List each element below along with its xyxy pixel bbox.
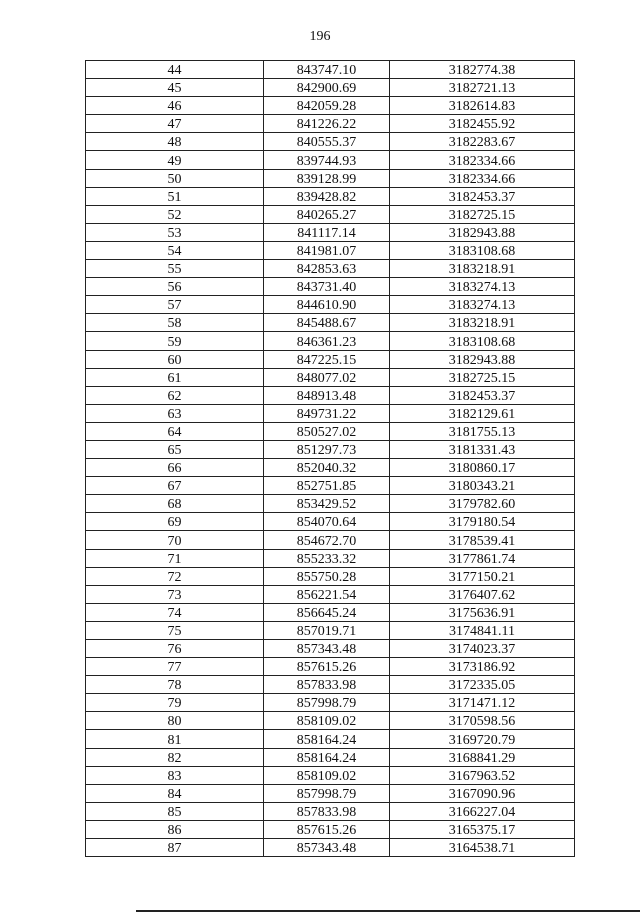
y-coordinate-cell: 3182453.37 xyxy=(390,187,575,205)
table-row xyxy=(86,169,575,187)
x-coordinate-cell: 858164.24 xyxy=(264,730,390,748)
point-number-cell: 80 xyxy=(86,712,264,730)
y-coordinate-cell: 3179782.60 xyxy=(390,495,575,513)
x-coordinate-cell: 856645.24 xyxy=(264,603,390,621)
x-coordinate-cell: 839128.99 xyxy=(264,169,390,187)
table-row xyxy=(86,531,575,549)
table-row xyxy=(86,839,575,857)
table-row xyxy=(86,603,575,621)
y-coordinate-cell: 3183108.68 xyxy=(390,241,575,259)
point-number-cell: 69 xyxy=(86,513,264,531)
table-row xyxy=(86,404,575,422)
table-row xyxy=(86,712,575,730)
y-coordinate-cell: 3182453.37 xyxy=(390,386,575,404)
y-coordinate-cell: 3182721.13 xyxy=(390,79,575,97)
table-row xyxy=(86,296,575,314)
y-coordinate-cell: 3167963.52 xyxy=(390,766,575,784)
point-number-cell: 50 xyxy=(86,169,264,187)
y-coordinate-cell: 3183218.91 xyxy=(390,314,575,332)
y-coordinate-cell: 3183218.91 xyxy=(390,260,575,278)
table-row xyxy=(86,332,575,350)
x-coordinate-cell: 843747.10 xyxy=(264,61,390,79)
y-coordinate-cell: 3181331.43 xyxy=(390,440,575,458)
x-coordinate-cell: 855750.28 xyxy=(264,567,390,585)
coordinates-table xyxy=(85,60,575,857)
table-row xyxy=(86,314,575,332)
table-row xyxy=(86,694,575,712)
y-coordinate-cell: 3181755.13 xyxy=(390,422,575,440)
x-coordinate-cell: 849731.22 xyxy=(264,404,390,422)
coordinates-table-body xyxy=(86,61,575,857)
point-number-cell: 72 xyxy=(86,567,264,585)
table-row xyxy=(86,676,575,694)
x-coordinate-cell: 840265.27 xyxy=(264,205,390,223)
x-coordinate-cell: 847225.15 xyxy=(264,350,390,368)
y-coordinate-cell: 3174023.37 xyxy=(390,640,575,658)
table-row xyxy=(86,151,575,169)
y-coordinate-cell: 3180860.17 xyxy=(390,459,575,477)
y-coordinate-cell: 3169720.79 xyxy=(390,730,575,748)
table-row xyxy=(86,477,575,495)
point-number-cell: 58 xyxy=(86,314,264,332)
point-number-cell: 45 xyxy=(86,79,264,97)
point-number-cell: 65 xyxy=(86,440,264,458)
x-coordinate-cell: 851297.73 xyxy=(264,440,390,458)
x-coordinate-cell: 848913.48 xyxy=(264,386,390,404)
point-number-cell: 76 xyxy=(86,640,264,658)
table-row xyxy=(86,621,575,639)
table-row xyxy=(86,748,575,766)
x-coordinate-cell: 842853.63 xyxy=(264,260,390,278)
y-coordinate-cell: 3178539.41 xyxy=(390,531,575,549)
y-coordinate-cell: 3171471.12 xyxy=(390,694,575,712)
y-coordinate-cell: 3165375.17 xyxy=(390,820,575,838)
x-coordinate-cell: 852751.85 xyxy=(264,477,390,495)
x-coordinate-cell: 858164.24 xyxy=(264,748,390,766)
point-number-cell: 77 xyxy=(86,658,264,676)
point-number-cell: 66 xyxy=(86,459,264,477)
x-coordinate-cell: 858109.02 xyxy=(264,712,390,730)
point-number-cell: 49 xyxy=(86,151,264,169)
y-coordinate-cell: 3182129.61 xyxy=(390,404,575,422)
table-row xyxy=(86,802,575,820)
y-coordinate-cell: 3179180.54 xyxy=(390,513,575,531)
point-number-cell: 84 xyxy=(86,784,264,802)
x-coordinate-cell: 842900.69 xyxy=(264,79,390,97)
x-coordinate-cell: 857998.79 xyxy=(264,784,390,802)
y-coordinate-cell: 3183274.13 xyxy=(390,278,575,296)
point-number-cell: 67 xyxy=(86,477,264,495)
y-coordinate-cell: 3182943.88 xyxy=(390,350,575,368)
point-number-cell: 55 xyxy=(86,260,264,278)
x-coordinate-cell: 841117.14 xyxy=(264,223,390,241)
y-coordinate-cell: 3172335.05 xyxy=(390,676,575,694)
table-row xyxy=(86,350,575,368)
table-row xyxy=(86,820,575,838)
point-number-cell: 54 xyxy=(86,241,264,259)
y-coordinate-cell: 3182725.15 xyxy=(390,205,575,223)
table-row xyxy=(86,459,575,477)
point-number-cell: 47 xyxy=(86,115,264,133)
x-coordinate-cell: 857019.71 xyxy=(264,621,390,639)
x-coordinate-cell: 856221.54 xyxy=(264,585,390,603)
point-number-cell: 71 xyxy=(86,549,264,567)
x-coordinate-cell: 841226.22 xyxy=(264,115,390,133)
table-row xyxy=(86,513,575,531)
y-coordinate-cell: 3175636.91 xyxy=(390,603,575,621)
x-coordinate-cell: 855233.32 xyxy=(264,549,390,567)
table-row xyxy=(86,241,575,259)
table-row xyxy=(86,422,575,440)
table-row xyxy=(86,205,575,223)
table-row xyxy=(86,567,575,585)
point-number-cell: 85 xyxy=(86,802,264,820)
x-coordinate-cell: 857833.98 xyxy=(264,676,390,694)
point-number-cell: 86 xyxy=(86,820,264,838)
x-coordinate-cell: 857615.26 xyxy=(264,820,390,838)
y-coordinate-cell: 3164538.71 xyxy=(390,839,575,857)
table-row xyxy=(86,368,575,386)
y-coordinate-cell: 3182614.83 xyxy=(390,97,575,115)
x-coordinate-cell: 854070.64 xyxy=(264,513,390,531)
table-row xyxy=(86,766,575,784)
y-coordinate-cell: 3183108.68 xyxy=(390,332,575,350)
table-row xyxy=(86,549,575,567)
point-number-cell: 87 xyxy=(86,839,264,857)
y-coordinate-cell: 3182774.38 xyxy=(390,61,575,79)
table-row xyxy=(86,730,575,748)
x-coordinate-cell: 844610.90 xyxy=(264,296,390,314)
point-number-cell: 74 xyxy=(86,603,264,621)
point-number-cell: 59 xyxy=(86,332,264,350)
y-coordinate-cell: 3173186.92 xyxy=(390,658,575,676)
point-number-cell: 75 xyxy=(86,621,264,639)
x-coordinate-cell: 841981.07 xyxy=(264,241,390,259)
y-coordinate-cell: 3182725.15 xyxy=(390,368,575,386)
x-coordinate-cell: 839428.82 xyxy=(264,187,390,205)
x-coordinate-cell: 848077.02 xyxy=(264,368,390,386)
bottom-rule xyxy=(136,910,640,912)
table-row xyxy=(86,260,575,278)
y-coordinate-cell: 3182283.67 xyxy=(390,133,575,151)
x-coordinate-cell: 845488.67 xyxy=(264,314,390,332)
x-coordinate-cell: 857998.79 xyxy=(264,694,390,712)
point-number-cell: 53 xyxy=(86,223,264,241)
table-row xyxy=(86,79,575,97)
point-number-cell: 62 xyxy=(86,386,264,404)
point-number-cell: 78 xyxy=(86,676,264,694)
point-number-cell: 60 xyxy=(86,350,264,368)
point-number-cell: 79 xyxy=(86,694,264,712)
point-number-cell: 70 xyxy=(86,531,264,549)
point-number-cell: 81 xyxy=(86,730,264,748)
x-coordinate-cell: 857833.98 xyxy=(264,802,390,820)
x-coordinate-cell: 843731.40 xyxy=(264,278,390,296)
y-coordinate-cell: 3180343.21 xyxy=(390,477,575,495)
x-coordinate-cell: 857343.48 xyxy=(264,640,390,658)
table-row xyxy=(86,187,575,205)
y-coordinate-cell: 3177150.21 xyxy=(390,567,575,585)
point-number-cell: 63 xyxy=(86,404,264,422)
table-row xyxy=(86,223,575,241)
x-coordinate-cell: 852040.32 xyxy=(264,459,390,477)
table-row xyxy=(86,658,575,676)
table-row xyxy=(86,640,575,658)
x-coordinate-cell: 853429.52 xyxy=(264,495,390,513)
x-coordinate-cell: 840555.37 xyxy=(264,133,390,151)
point-number-cell: 73 xyxy=(86,585,264,603)
y-coordinate-cell: 3168841.29 xyxy=(390,748,575,766)
x-coordinate-cell: 857343.48 xyxy=(264,839,390,857)
y-coordinate-cell: 3174841.11 xyxy=(390,621,575,639)
y-coordinate-cell: 3182943.88 xyxy=(390,223,575,241)
point-number-cell: 44 xyxy=(86,61,264,79)
y-coordinate-cell: 3182334.66 xyxy=(390,151,575,169)
x-coordinate-cell: 857615.26 xyxy=(264,658,390,676)
table-row xyxy=(86,133,575,151)
table-row xyxy=(86,61,575,79)
table-row xyxy=(86,115,575,133)
y-coordinate-cell: 3167090.96 xyxy=(390,784,575,802)
point-number-cell: 57 xyxy=(86,296,264,314)
y-coordinate-cell: 3176407.62 xyxy=(390,585,575,603)
table-row xyxy=(86,97,575,115)
point-number-cell: 51 xyxy=(86,187,264,205)
x-coordinate-cell: 842059.28 xyxy=(264,97,390,115)
point-number-cell: 64 xyxy=(86,422,264,440)
point-number-cell: 61 xyxy=(86,368,264,386)
x-coordinate-cell: 858109.02 xyxy=(264,766,390,784)
table-row xyxy=(86,784,575,802)
y-coordinate-cell: 3170598.56 xyxy=(390,712,575,730)
y-coordinate-cell: 3166227.04 xyxy=(390,802,575,820)
point-number-cell: 46 xyxy=(86,97,264,115)
table-row xyxy=(86,278,575,296)
y-coordinate-cell: 3182334.66 xyxy=(390,169,575,187)
table-row xyxy=(86,495,575,513)
point-number-cell: 83 xyxy=(86,766,264,784)
point-number-cell: 82 xyxy=(86,748,264,766)
x-coordinate-cell: 854672.70 xyxy=(264,531,390,549)
y-coordinate-cell: 3177861.74 xyxy=(390,549,575,567)
page-number: 196 xyxy=(309,29,331,44)
x-coordinate-cell: 839744.93 xyxy=(264,151,390,169)
point-number-cell: 52 xyxy=(86,205,264,223)
y-coordinate-cell: 3182455.92 xyxy=(390,115,575,133)
point-number-cell: 68 xyxy=(86,495,264,513)
table-row xyxy=(86,585,575,603)
x-coordinate-cell: 846361.23 xyxy=(264,332,390,350)
table-row xyxy=(86,386,575,404)
table-row xyxy=(86,440,575,458)
point-number-cell: 56 xyxy=(86,278,264,296)
x-coordinate-cell: 850527.02 xyxy=(264,422,390,440)
y-coordinate-cell: 3183274.13 xyxy=(390,296,575,314)
point-number-cell: 48 xyxy=(86,133,264,151)
